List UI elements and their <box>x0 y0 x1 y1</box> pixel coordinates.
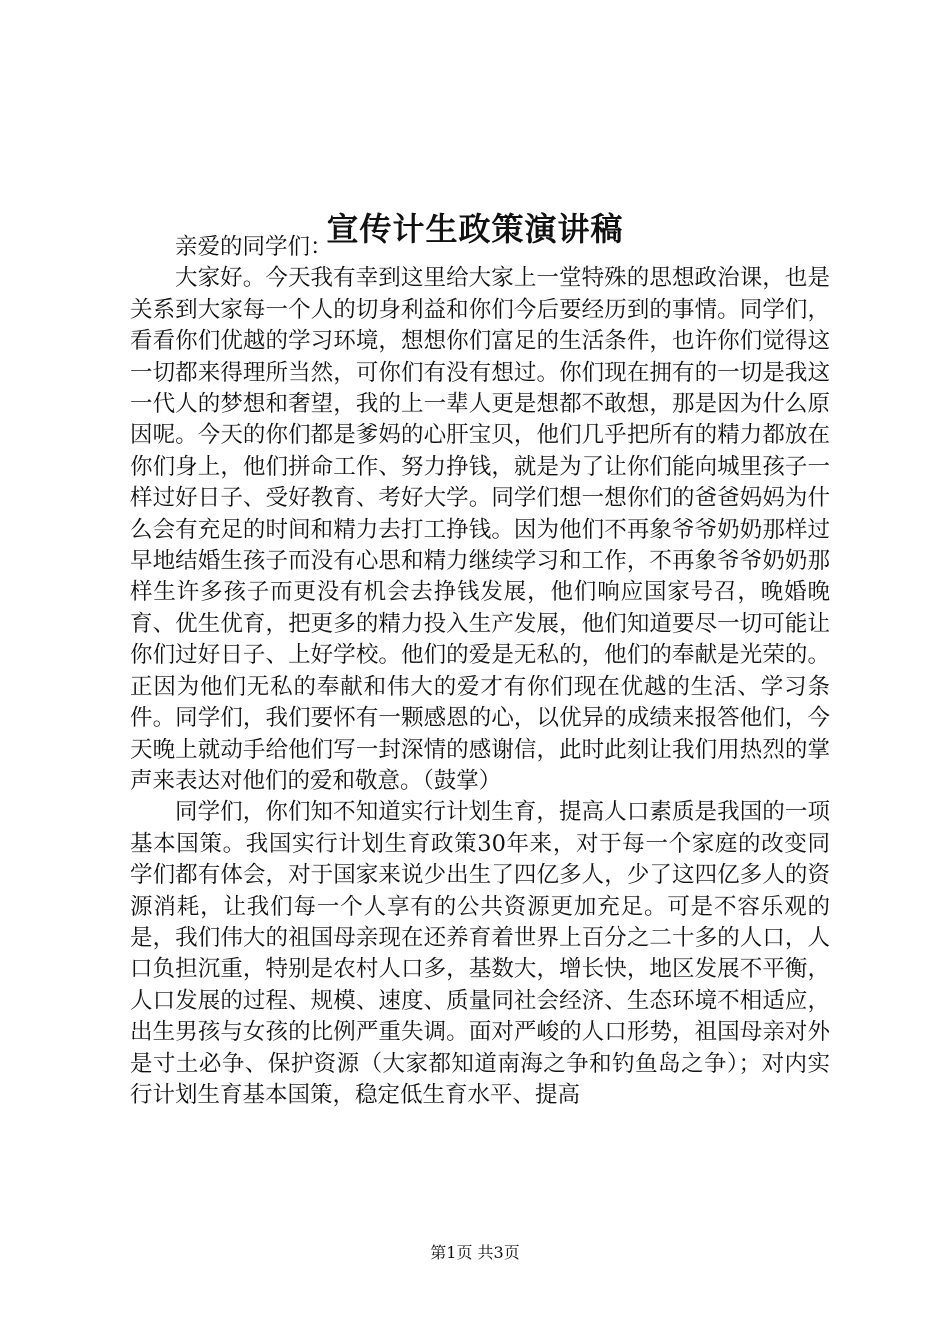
body-paragraph: 大家好。今天我有幸到这里给大家上一堂特殊的思想政治课，也是关系到大家每一个人的切身利益和你们今后要经历到的事情。同学们，看看你们优越的学习环境，想想你们富足的生活条件，也许你们觉得这一切都来得理所当然，可你们有没有想过。你们现在拥有的一切是我这一代人的梦想和奢望，我的上一辈人更是想都不敢想，那是因为什么原因呢。今天的你们都是爹妈的心肝宝贝，他们几乎把所有的精力都放在你们身上，他们拼命工作、努力挣钱，就是为了让你们能向城里孩子一样过好日子、受好教育、考好大学。同学们想一想你们的爸爸妈妈为什么会有充足的时间和精力去打工挣钱。因为他们不再象爷爷奶奶那样过早地结婚生孩子而没有心思和精力继续学习和工作，不再象爷爷奶奶那样生许多孩子而更没有机会去挣钱发展，他们响应国家号召，晚婚晚育、优生优育，把更多的精力投入生产发展，他们知道要尽一切可能让你们过好日子、上好学校。他们的爱是无私的，他们的奉献是光荣的。正因为他们无私的奉献和伟大的爱才有你们现在优越的生活、学习条件。同学们，我们要怀有一颗感恩的心，以优异的成绩来报答他们，今天晚上就动手给他们写一封深情的感谢信，此时此刻让我们用热烈的掌声来表达对他们的爱和敬意。（鼓掌） <box>130 265 830 794</box>
page-number-footer: 第1页 共3页 <box>430 1243 520 1262</box>
document-body <box>130 232 830 1111</box>
greeting-paragraph: 亲爱的同学们： <box>175 234 333 260</box>
document-title: 宣传计生政策演讲稿 <box>326 210 624 249</box>
body-paragraph: 同学们，你们知不知道实行计划生育，提高人口素质是我国的一项基本国策。我国实行计划生育政策30年来，对于每一个家庭的改变同学们都有体会，对于国家来说少出生了四亿多人，少了这四亿多人的资源消耗，让我们每一个人享有的公共资源更加充足。可是不容乐观的是，我们伟大的祖国母亲现在还养育着世界上百分之二十多的人口，人口负担沉重，特别是农村人口多，基数大，增长快，地区发展不平衡，人口发展的过程、规模、速度、质量同社会经济、生态环境不相适应，出生男孩与女孩的比例严重失调。面对严峻的人口形势，祖国母亲对外是寸土必争、保护资源（大家都知道南海之争和钓鱼岛之争）；对内实行计划生育基本国策，稳定低生育水平、提高 <box>130 799 830 1108</box>
